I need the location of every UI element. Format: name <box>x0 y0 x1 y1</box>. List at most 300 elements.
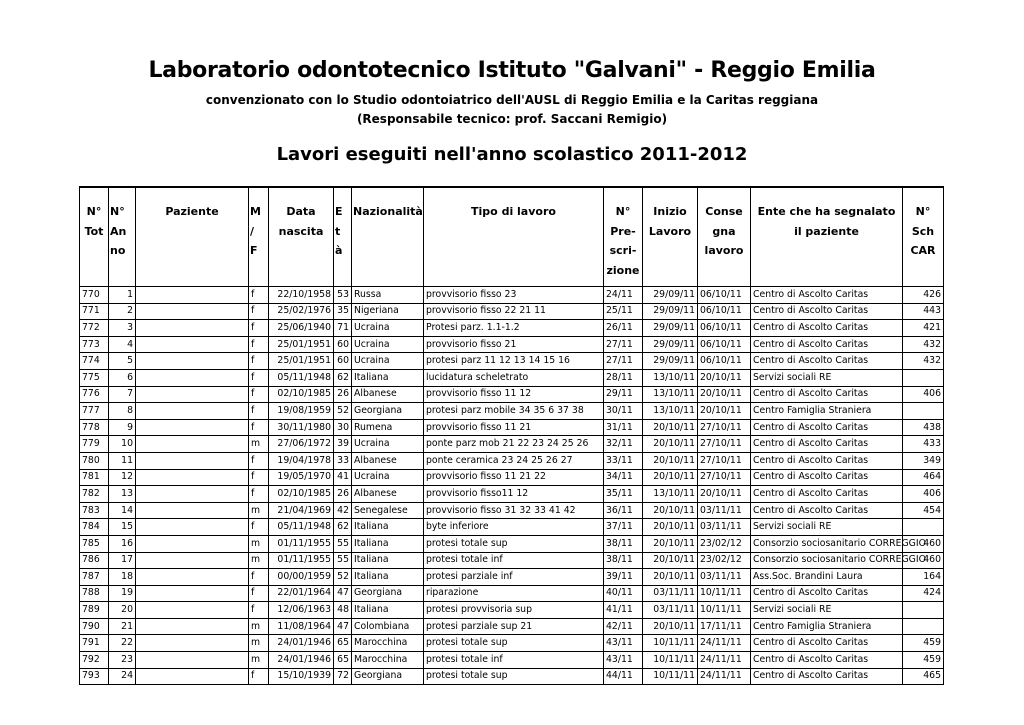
cell-tot: 784 <box>80 519 109 536</box>
cell-naz: Albanese <box>352 452 424 469</box>
cell-consegna: 20/10/11 <box>698 403 751 420</box>
cell-paziente <box>136 452 249 469</box>
table-heading: Lavori eseguiti nell'anno scolastico 2011-2012 <box>276 144 748 165</box>
cell-paziente <box>136 519 249 536</box>
cell-inizio: 13/10/11 <box>643 486 698 503</box>
cell-paziente <box>136 502 249 519</box>
col-header-nazionalita: Nazionalità <box>352 187 424 287</box>
cell-sch: 406 <box>903 486 944 503</box>
cell-anno: 1 <box>109 287 136 304</box>
cell-ente: Centro di Ascolto Caritas <box>751 436 903 453</box>
cell-sex: m <box>249 535 269 552</box>
table-row <box>80 303 944 320</box>
cell-anno: 9 <box>109 419 136 436</box>
cell-tipo: provvisorio fisso11 12 <box>424 486 604 503</box>
col-header-tipo: Tipo di lavoro <box>424 187 604 287</box>
table-row <box>80 469 944 486</box>
cell-consegna: 27/10/11 <box>698 419 751 436</box>
cell-anno: 20 <box>109 602 136 619</box>
cell-ente: Centro di Ascolto Caritas <box>751 336 903 353</box>
cell-ente: Centro di Ascolto Caritas <box>751 303 903 320</box>
cell-tipo: protesi totale sup <box>424 668 604 685</box>
cell-naz: Italiana <box>352 369 424 386</box>
table-row <box>80 403 944 420</box>
cell-nascita: 25/06/1940 <box>269 320 334 337</box>
cell-consegna: 10/11/11 <box>698 585 751 602</box>
cell-tot: 783 <box>80 502 109 519</box>
document-title: Laboratorio odontotecnico Istituto "Galvani" - Reggio Emilia <box>148 58 876 83</box>
cell-tot: 774 <box>80 353 109 370</box>
cell-tipo: protesi totale inf <box>424 552 604 569</box>
cell-paziente <box>136 403 249 420</box>
col-header-prescrizione: N° Pre- scri- zione <box>604 187 643 287</box>
cell-paziente <box>136 369 249 386</box>
cell-ente: Centro di Ascolto Caritas <box>751 452 903 469</box>
cell-naz: Russa <box>352 287 424 304</box>
cell-naz: Georgiana <box>352 403 424 420</box>
cell-sex: f <box>249 320 269 337</box>
cell-anno: 6 <box>109 369 136 386</box>
cell-prescr: 40/11 <box>604 585 643 602</box>
cell-sch <box>903 519 944 536</box>
col-header-sex: M / F <box>249 187 269 287</box>
cell-prescr: 37/11 <box>604 519 643 536</box>
cell-inizio: 20/10/11 <box>643 419 698 436</box>
cell-eta: 62 <box>334 369 352 386</box>
cell-inizio: 20/10/11 <box>643 469 698 486</box>
cell-naz: Nigeriana <box>352 303 424 320</box>
cell-paziente <box>136 419 249 436</box>
cell-anno: 24 <box>109 668 136 685</box>
cell-naz: Italiana <box>352 602 424 619</box>
cell-consegna: 03/11/11 <box>698 569 751 586</box>
cell-ente: Centro di Ascolto Caritas <box>751 585 903 602</box>
cell-consegna: 27/10/11 <box>698 452 751 469</box>
cell-ente: Centro di Ascolto Caritas <box>751 320 903 337</box>
cell-nascita: 25/02/1976 <box>269 303 334 320</box>
cell-naz: Italiana <box>352 535 424 552</box>
cell-nascita: 12/06/1963 <box>269 602 334 619</box>
cell-tot: 772 <box>80 320 109 337</box>
col-header-nascita: Data nascita <box>269 187 334 287</box>
cell-anno: 17 <box>109 552 136 569</box>
col-header-inizio: Inizio Lavoro <box>643 187 698 287</box>
cell-prescr: 42/11 <box>604 618 643 635</box>
cell-naz: Georgiana <box>352 585 424 602</box>
cell-ente: Servizi sociali RE <box>751 602 903 619</box>
cell-paziente <box>136 535 249 552</box>
cell-inizio: 13/10/11 <box>643 386 698 403</box>
cell-prescr: 41/11 <box>604 602 643 619</box>
cell-consegna: 17/11/11 <box>698 618 751 635</box>
cell-nascita: 21/04/1969 <box>269 502 334 519</box>
col-header-sch: N° Sch CAR <box>903 187 944 287</box>
cell-anno: 18 <box>109 569 136 586</box>
cell-inizio: 20/10/11 <box>643 436 698 453</box>
cell-consegna: 20/10/11 <box>698 369 751 386</box>
cell-ente: Centro di Ascolto Caritas <box>751 502 903 519</box>
cell-sch: 464 <box>903 469 944 486</box>
table-row <box>80 535 944 552</box>
cell-ente: Centro di Ascolto Caritas <box>751 419 903 436</box>
cell-inizio: 20/10/11 <box>643 452 698 469</box>
cell-tot: 782 <box>80 486 109 503</box>
cell-sch: 433 <box>903 436 944 453</box>
cell-inizio: 20/10/11 <box>643 502 698 519</box>
cell-tipo: ponte parz mob 21 22 23 24 25 26 <box>424 436 604 453</box>
cell-nascita: 01/11/1955 <box>269 552 334 569</box>
cell-paziente <box>136 668 249 685</box>
cell-consegna: 23/02/12 <box>698 552 751 569</box>
table-row <box>80 602 944 619</box>
cell-tipo: Protesi parz. 1.1-1.2 <box>424 320 604 337</box>
cell-sch: 164 <box>903 569 944 586</box>
table-row <box>80 569 944 586</box>
cell-sch <box>903 602 944 619</box>
cell-eta: 35 <box>334 303 352 320</box>
table-row <box>80 452 944 469</box>
cell-ente: Centro di Ascolto Caritas <box>751 353 903 370</box>
cell-consegna: 20/10/11 <box>698 486 751 503</box>
cell-paziente <box>136 469 249 486</box>
cell-inizio: 10/11/11 <box>643 668 698 685</box>
cell-eta: 60 <box>334 353 352 370</box>
cell-nascita: 27/06/1972 <box>269 436 334 453</box>
table-row <box>80 336 944 353</box>
cell-tot: 773 <box>80 336 109 353</box>
cell-nascita: 05/11/1948 <box>269 369 334 386</box>
cell-eta: 65 <box>334 635 352 652</box>
cell-anno: 5 <box>109 353 136 370</box>
cell-anno: 2 <box>109 303 136 320</box>
cell-eta: 47 <box>334 585 352 602</box>
cell-nascita: 24/01/1946 <box>269 635 334 652</box>
cell-nascita: 19/04/1978 <box>269 452 334 469</box>
cell-tipo: protesi parziale inf <box>424 569 604 586</box>
table-row <box>80 320 944 337</box>
cell-naz: Rumena <box>352 419 424 436</box>
cell-paziente <box>136 353 249 370</box>
cell-tot: 790 <box>80 618 109 635</box>
table-row <box>80 552 944 569</box>
cell-paziente <box>136 569 249 586</box>
cell-prescr: 34/11 <box>604 469 643 486</box>
cell-sch: 443 <box>903 303 944 320</box>
cell-consegna: 06/10/11 <box>698 303 751 320</box>
cell-tipo: protesi parz mobile 34 35 6 37 38 <box>424 403 604 420</box>
cell-tipo: protesi totale inf <box>424 652 604 669</box>
cell-prescr: 43/11 <box>604 652 643 669</box>
cell-tipo: provvisorio fisso 23 <box>424 287 604 304</box>
cell-eta: 52 <box>334 569 352 586</box>
cell-paziente <box>136 386 249 403</box>
cell-prescr: 29/11 <box>604 386 643 403</box>
table-row <box>80 502 944 519</box>
cell-nascita: 25/01/1951 <box>269 336 334 353</box>
works-table <box>79 186 944 685</box>
cell-inizio: 13/10/11 <box>643 403 698 420</box>
cell-sch: 424 <box>903 585 944 602</box>
cell-naz: Ucraina <box>352 320 424 337</box>
cell-naz: Ucraina <box>352 336 424 353</box>
cell-tipo: provvisorio fisso 11 12 <box>424 386 604 403</box>
cell-sch: 454 <box>903 502 944 519</box>
cell-sch: 406 <box>903 386 944 403</box>
cell-tot: 786 <box>80 552 109 569</box>
cell-eta: 52 <box>334 403 352 420</box>
cell-naz: Ucraina <box>352 469 424 486</box>
cell-sex: f <box>249 369 269 386</box>
cell-tipo: provvisorio fisso 21 <box>424 336 604 353</box>
cell-nascita: 00/00/1959 <box>269 569 334 586</box>
cell-prescr: 33/11 <box>604 452 643 469</box>
cell-tipo: riparazione <box>424 585 604 602</box>
table-row <box>80 486 944 503</box>
cell-nascita: 15/10/1939 <box>269 668 334 685</box>
cell-tipo: provvisorio fisso 31 32 33 41 42 <box>424 502 604 519</box>
cell-sex: f <box>249 287 269 304</box>
table-body <box>80 287 944 685</box>
cell-inizio: 29/09/11 <box>643 353 698 370</box>
cell-anno: 19 <box>109 585 136 602</box>
cell-prescr: 39/11 <box>604 569 643 586</box>
cell-consegna: 27/10/11 <box>698 436 751 453</box>
cell-sex: m <box>249 552 269 569</box>
cell-tipo: byte inferiore <box>424 519 604 536</box>
cell-eta: 42 <box>334 502 352 519</box>
cell-consegna: 20/10/11 <box>698 386 751 403</box>
cell-eta: 55 <box>334 535 352 552</box>
cell-nascita: 19/05/1970 <box>269 469 334 486</box>
cell-sex: m <box>249 635 269 652</box>
cell-sex: f <box>249 419 269 436</box>
cell-prescr: 44/11 <box>604 668 643 685</box>
cell-consegna: 06/10/11 <box>698 353 751 370</box>
cell-naz: Italiana <box>352 519 424 536</box>
cell-naz: Ucraina <box>352 353 424 370</box>
cell-eta: 71 <box>334 320 352 337</box>
col-header-anno: N° An no <box>109 187 136 287</box>
cell-consegna: 27/10/11 <box>698 469 751 486</box>
cell-nascita: 02/10/1985 <box>269 386 334 403</box>
cell-sex: f <box>249 452 269 469</box>
col-header-ente: Ente che ha segnalato il paziente <box>751 187 903 287</box>
cell-sch <box>903 369 944 386</box>
cell-paziente <box>136 287 249 304</box>
cell-ente: Centro di Ascolto Caritas <box>751 486 903 503</box>
cell-tot: 770 <box>80 287 109 304</box>
cell-anno: 12 <box>109 469 136 486</box>
cell-anno: 4 <box>109 336 136 353</box>
cell-naz: Georgiana <box>352 668 424 685</box>
col-header-consegna: Conse gna lavoro <box>698 187 751 287</box>
cell-ente: Centro di Ascolto Caritas <box>751 386 903 403</box>
cell-sch: 438 <box>903 419 944 436</box>
cell-eta: 41 <box>334 469 352 486</box>
col-header-tot: N° Tot <box>80 187 109 287</box>
cell-prescr: 36/11 <box>604 502 643 519</box>
cell-anno: 11 <box>109 452 136 469</box>
cell-prescr: 35/11 <box>604 486 643 503</box>
cell-tot: 780 <box>80 452 109 469</box>
document-subtitle: convenzionato con lo Studio odontoiatrico dell'AUSL di Reggio Emilia e la Caritas reggiana <box>205 93 819 107</box>
cell-ente: Consorzio sociosanitario CORREGGIO <box>751 535 903 552</box>
cell-sch: 460 <box>903 535 944 552</box>
cell-sex: f <box>249 668 269 685</box>
cell-paziente <box>136 436 249 453</box>
cell-inizio: 20/10/11 <box>643 618 698 635</box>
cell-tot: 778 <box>80 419 109 436</box>
cell-ente: Consorzio sociosanitario CORREGGIO <box>751 552 903 569</box>
table-row <box>80 419 944 436</box>
cell-sex: f <box>249 386 269 403</box>
cell-eta: 30 <box>334 419 352 436</box>
table-row <box>80 436 944 453</box>
cell-sex: f <box>249 353 269 370</box>
cell-tipo: protesi provvisoria sup <box>424 602 604 619</box>
cell-sch <box>903 618 944 635</box>
cell-naz: Italiana <box>352 552 424 569</box>
cell-sch: 349 <box>903 452 944 469</box>
cell-ente: Centro Famiglia Straniera <box>751 403 903 420</box>
cell-eta: 60 <box>334 336 352 353</box>
cell-prescr: 32/11 <box>604 436 643 453</box>
cell-sch: 432 <box>903 336 944 353</box>
cell-paziente <box>136 320 249 337</box>
cell-tot: 771 <box>80 303 109 320</box>
cell-sex: f <box>249 569 269 586</box>
cell-tipo: provvisorio fisso 22 21 11 <box>424 303 604 320</box>
cell-inizio: 10/11/11 <box>643 652 698 669</box>
cell-prescr: 43/11 <box>604 635 643 652</box>
cell-inizio: 20/10/11 <box>643 535 698 552</box>
cell-sex: f <box>249 303 269 320</box>
cell-ente: Centro di Ascolto Caritas <box>751 652 903 669</box>
cell-tipo: provvisorio fisso 11 21 <box>424 419 604 436</box>
cell-ente: Centro di Ascolto Caritas <box>751 635 903 652</box>
cell-anno: 21 <box>109 618 136 635</box>
cell-consegna: 23/02/12 <box>698 535 751 552</box>
cell-sex: f <box>249 519 269 536</box>
cell-anno: 10 <box>109 436 136 453</box>
cell-nascita: 02/10/1985 <box>269 486 334 503</box>
cell-sch: 465 <box>903 668 944 685</box>
cell-tipo: protesi totale sup <box>424 635 604 652</box>
cell-prescr: 30/11 <box>604 403 643 420</box>
cell-sch: 421 <box>903 320 944 337</box>
cell-sex: f <box>249 602 269 619</box>
cell-consegna: 03/11/11 <box>698 519 751 536</box>
cell-prescr: 24/11 <box>604 287 643 304</box>
cell-consegna: 06/10/11 <box>698 287 751 304</box>
cell-consegna: 24/11/11 <box>698 635 751 652</box>
cell-prescr: 31/11 <box>604 419 643 436</box>
cell-inizio: 13/10/11 <box>643 369 698 386</box>
cell-consegna: 06/10/11 <box>698 320 751 337</box>
cell-sch: 459 <box>903 652 944 669</box>
cell-prescr: 26/11 <box>604 320 643 337</box>
cell-naz: Senegalese <box>352 502 424 519</box>
table-row <box>80 652 944 669</box>
header-row <box>80 187 944 287</box>
cell-sex: f <box>249 585 269 602</box>
table-row <box>80 618 944 635</box>
cell-paziente <box>136 336 249 353</box>
cell-consegna: 10/11/11 <box>698 602 751 619</box>
cell-paziente <box>136 552 249 569</box>
cell-sch: 426 <box>903 287 944 304</box>
cell-nascita: 30/11/1980 <box>269 419 334 436</box>
cell-sex: f <box>249 469 269 486</box>
cell-ente: Centro Famiglia Straniera <box>751 618 903 635</box>
cell-paziente <box>136 486 249 503</box>
table-row <box>80 386 944 403</box>
cell-naz: Ucraina <box>352 436 424 453</box>
cell-eta: 62 <box>334 519 352 536</box>
cell-tot: 776 <box>80 386 109 403</box>
cell-nascita: 19/08/1959 <box>269 403 334 420</box>
cell-inizio: 29/09/11 <box>643 336 698 353</box>
cell-tot: 775 <box>80 369 109 386</box>
cell-ente: Servizi sociali RE <box>751 369 903 386</box>
cell-tipo: provvisorio fisso 11 21 22 <box>424 469 604 486</box>
cell-prescr: 38/11 <box>604 535 643 552</box>
cell-paziente <box>136 652 249 669</box>
cell-tot: 789 <box>80 602 109 619</box>
cell-anno: 23 <box>109 652 136 669</box>
cell-anno: 22 <box>109 635 136 652</box>
cell-sex: m <box>249 436 269 453</box>
cell-paziente <box>136 303 249 320</box>
col-header-paziente: Paziente <box>136 187 249 287</box>
cell-tot: 781 <box>80 469 109 486</box>
cell-tipo: lucidatura scheletrato <box>424 369 604 386</box>
cell-nascita: 24/01/1946 <box>269 652 334 669</box>
cell-prescr: 38/11 <box>604 552 643 569</box>
cell-prescr: 25/11 <box>604 303 643 320</box>
cell-eta: 26 <box>334 386 352 403</box>
cell-sex: m <box>249 618 269 635</box>
cell-nascita: 01/11/1955 <box>269 535 334 552</box>
cell-eta: 33 <box>334 452 352 469</box>
cell-eta: 39 <box>334 436 352 453</box>
cell-anno: 16 <box>109 535 136 552</box>
table-row <box>80 519 944 536</box>
cell-anno: 15 <box>109 519 136 536</box>
cell-sex: m <box>249 502 269 519</box>
cell-tot: 793 <box>80 668 109 685</box>
cell-prescr: 27/11 <box>604 336 643 353</box>
cell-prescr: 27/11 <box>604 353 643 370</box>
table-row <box>80 635 944 652</box>
cell-sex: m <box>249 652 269 669</box>
cell-inizio: 29/09/11 <box>643 320 698 337</box>
cell-eta: 48 <box>334 602 352 619</box>
cell-eta: 55 <box>334 552 352 569</box>
cell-tot: 791 <box>80 635 109 652</box>
cell-tot: 785 <box>80 535 109 552</box>
cell-sex: f <box>249 336 269 353</box>
cell-anno: 13 <box>109 486 136 503</box>
cell-consegna: 24/11/11 <box>698 668 751 685</box>
cell-inizio: 20/10/11 <box>643 552 698 569</box>
cell-sch: 459 <box>903 635 944 652</box>
cell-tot: 792 <box>80 652 109 669</box>
cell-sch <box>903 403 944 420</box>
col-header-eta: E t à <box>334 187 352 287</box>
table-row <box>80 369 944 386</box>
cell-paziente <box>136 585 249 602</box>
